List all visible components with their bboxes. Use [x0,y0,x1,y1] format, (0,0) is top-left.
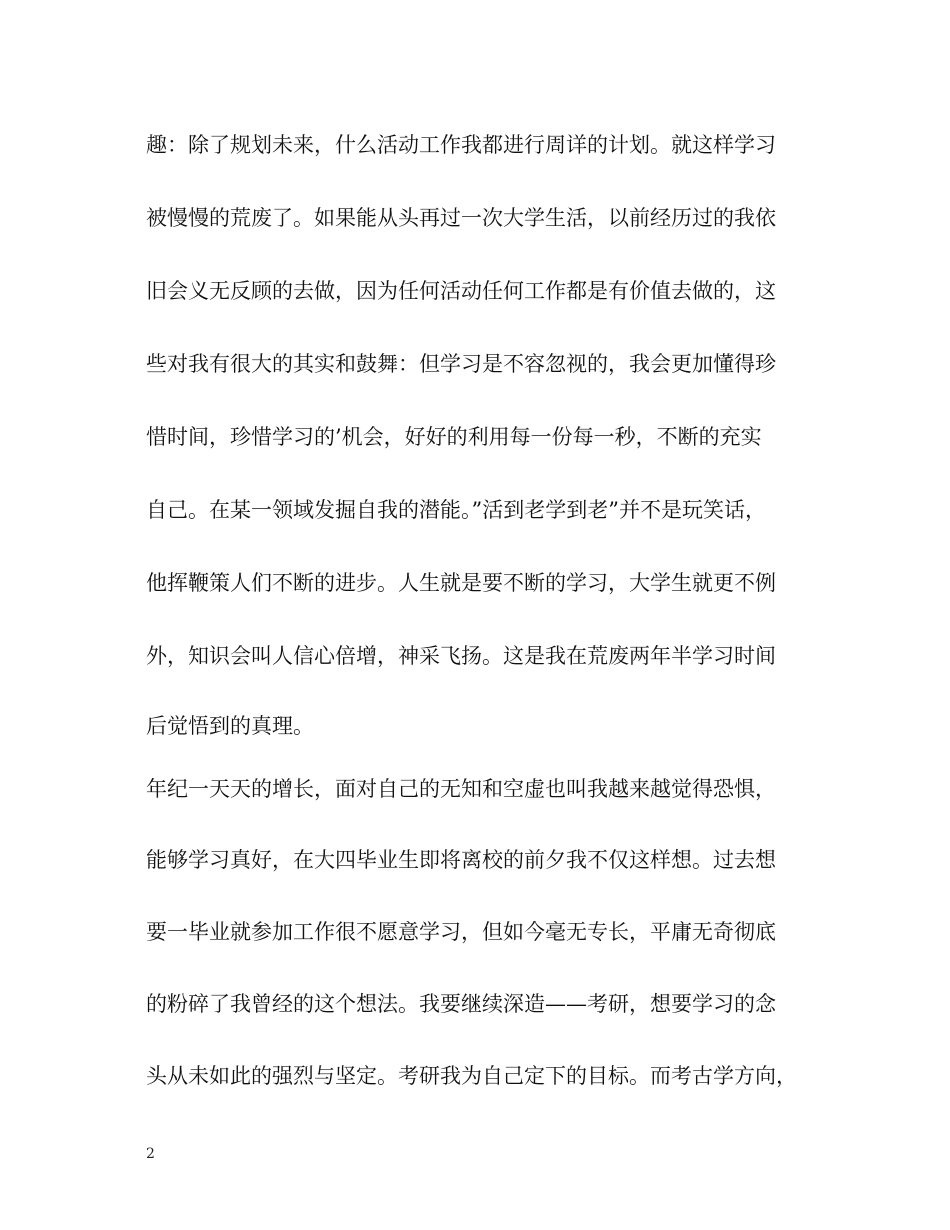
text-line-3: 旧会义无反顾的去做，因为任何活动任何工作都是有价值去做的，这 [146,279,776,303]
text-line-1: 趣：除了规划未来，什么活动工作我都进行周详的计划。就这样学习 [146,133,776,157]
text-line-14: 头从未如此的强烈与坚定。考研我为自己定下的目标。而考古学方向， [146,1064,797,1088]
text-line-4: 些对我有很大的其实和鼓舞：但学习是不容忽视的，我会更加懂得珍 [146,352,776,376]
text-line-9: 后觉悟到的真理。 [146,714,314,738]
text-line-5: 惜时间，珍惜学习的’机会，好好的利用每一份每一秒，不断的充实 [146,425,762,449]
text-line-11: 能够学习真好，在大四毕业生即将离校的前夕我不仅这样想。过去想 [146,848,776,872]
page-number: 2 [146,1146,155,1162]
text-line-2: 被慢慢的荒废了。如果能从头再过一次大学生活，以前经历过的我依 [146,206,776,230]
text-line-12: 要一毕业就参加工作很不愿意学习，但如今毫无专长，平庸无奇彻底 [146,920,776,944]
text-line-7: 他挥鞭策人们不断的进步。人生就是要不断的学习，大学生就更不例 [146,571,776,595]
text-line-8: 外，知识会叫人信心倍增，神采飞扬。这是我在荒废两年半学习时间 [146,644,776,668]
text-line-6: 自己。在某一领域发掘自我的潜能。”活到老学到老”并不是玩笑话， [146,498,766,522]
text-line-13: 的粉碎了我曾经的这个想法。我要继续深造——考研，想要学习的念 [146,992,776,1016]
text-line-10: 年纪一天天的增长，面对自己的无知和空虚也叫我越来越觉得恐惧， [146,777,776,801]
